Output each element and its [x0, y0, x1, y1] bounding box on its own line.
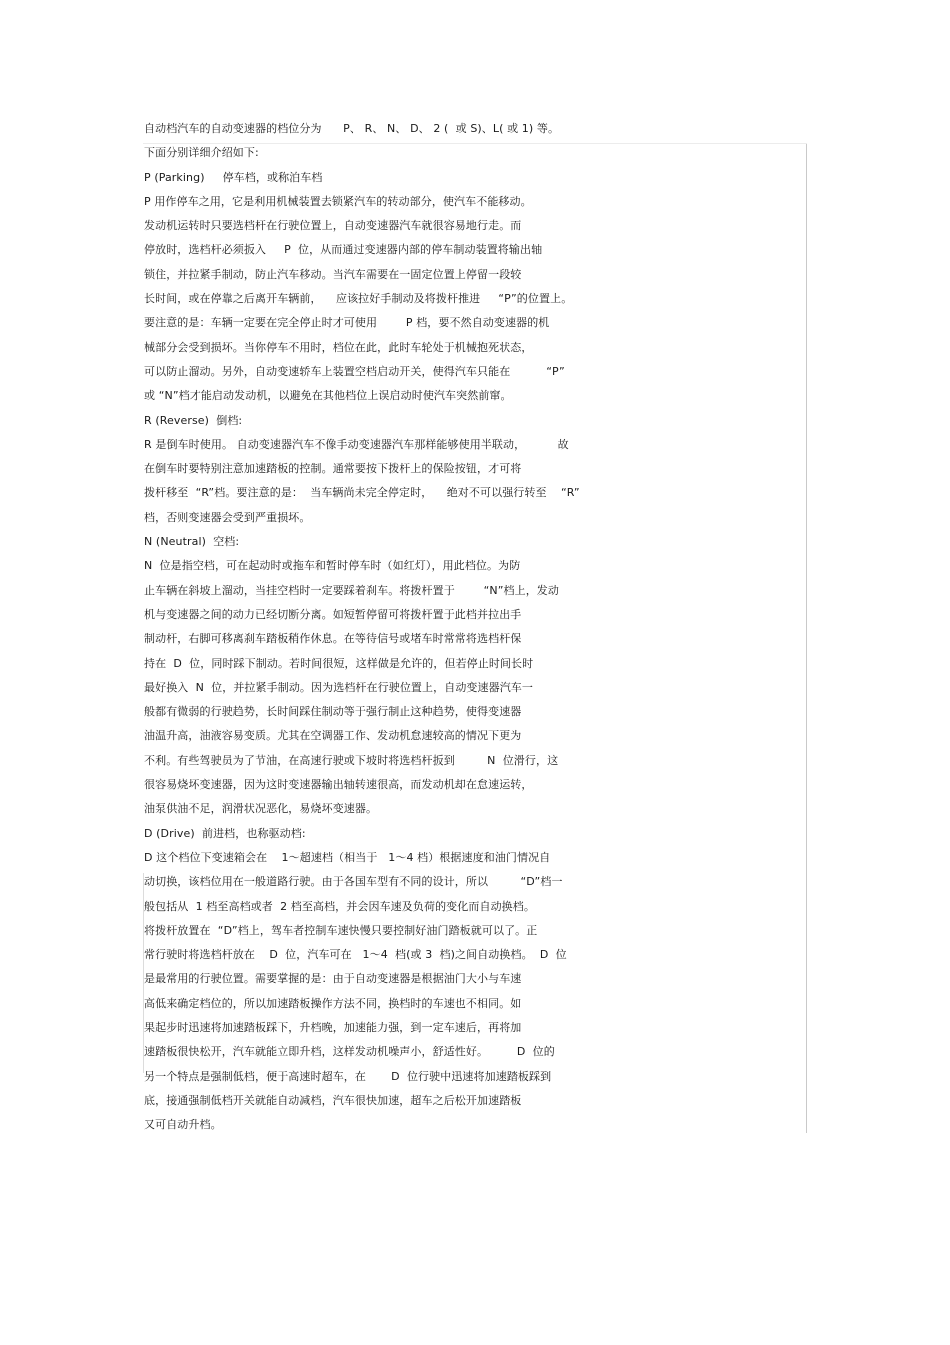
- text-line: 高低来确定档位的，所以加速踏板操作方法不同，换档时的车速也不相同。如: [144, 996, 522, 1010]
- text-line: P 用作停车之用，它是利用机械装置去锁紧汽车的转动部分，使汽车不能移动。: [144, 194, 532, 208]
- text-line: 般都有微弱的行驶趋势，长时间踩住制动等于强行制止这种趋势，使得变速器: [144, 705, 522, 719]
- text-line: 停放时，选档杆必须扳入 P 位，从而通过变速器内部的停车制动装置将输出轴: [144, 243, 543, 257]
- text-line: 制动杆，右脚可移离刹车踏板稍作休息。在等待信号或堵车时常常将选档杆保: [144, 632, 522, 646]
- text-line: 般包括从 1 档至高档或者 2 档至高档，并会因车速及负荷的变化而自动换档。: [144, 899, 535, 913]
- text-line: 又可自动升档。: [144, 1118, 222, 1132]
- text-line: 最好换入 N 位，并拉紧手制动。因为选档杆在行驶位置上，自动变速器汽车一: [144, 680, 534, 694]
- text-line: 要注意的是：车辆一定要在完全停止时才可使用 P 档，要不然自动变速器的机: [144, 316, 550, 330]
- text-line: 不利。有些驾驶员为了节油，在高速行驶或下坡时将选档杆扳到 N 位滑行，这: [144, 753, 559, 767]
- section-heading-parking: P (Parking) 停车档，或称泊车档: [144, 170, 323, 184]
- text-line: 拨杆移至 “R”档。要注意的是： 当车辆尚未完全停定时， 绝对不可以强行转至 “R”: [144, 486, 580, 500]
- text-line: 常行驶时将选档杆放在 D 位，汽车可在 1～4 档(或 3 档)之间自动换档。 D 位: [144, 948, 567, 962]
- section-heading-neutral: N (Neutral) 空档:: [144, 535, 240, 549]
- text-line: 可以防止溜动。另外，自动变速轿车上装置空档启动开关，使得汽车只能在 “P”: [144, 364, 565, 378]
- text-line: 止车辆在斜坡上溜动，当挂空档时一定要踩着刹车。将拨杆置于 “N”档上，发动: [144, 583, 559, 597]
- text-line: 动切换，该档位用在一般道路行驶。由于各国车型有不同的设计，所以 “D”档一: [144, 875, 563, 889]
- section-heading-reverse: R (Reverse) 倒档:: [144, 413, 243, 427]
- text-line: 油泵供油不足，润滑状况恶化，易烧坏变速器。: [144, 802, 378, 816]
- text-line: 速踏板很快松开，汽车就能立即升档，这样发动机噪声小，舒适性好。 D 位的: [144, 1045, 555, 1059]
- text-line: 机与变速器之间的动力已经切断分离。如短暂停留可将拨杆置于此档并拉出手: [144, 607, 522, 621]
- text-line: 是最常用的行驶位置。需要掌握的是：由于自动变速器是根据油门大小与车速: [144, 972, 522, 986]
- text-line: 长时间，或在停靠之后离开车辆前， 应该拉好手制动及将拨杆推进 “P”的位置上。: [144, 292, 573, 306]
- text-line: 在倒车时要特别注意加速踏板的控制。通常要按下拨杆上的保险按钮，才可将: [144, 462, 522, 476]
- body-text: [144, 117, 814, 1137]
- text-line: 底，接通强制低档开关就能自动减档，汽车很快加速，超车之后松开加速踏板: [144, 1093, 522, 1107]
- text-line: 械部分会受到损坏。当你停车不用时，档位在此，此时车轮处于机械抱死状态，: [144, 340, 533, 354]
- text-line: 自动档汽车的自动变速器的档位分为 P、 R、 N、 D、 2 ( 或 S)、L( 或 1) 等。: [144, 122, 560, 135]
- text-line: N 位是指空档，可在起动时或拖车和暂时停车时（如红灯），用此档位。为防: [144, 559, 521, 573]
- text-line: 持在 D 位，同时踩下制动。若时间很短，这样做是允许的，但若停止时间长时: [144, 656, 534, 670]
- text-line: 将拨杆放置在 “D”档上，驾车者控制车速快慢只要控制好油门踏板就可以了。正: [144, 923, 538, 937]
- text-line: 果起步时迅速将加速踏板踩下，升档晚，加速能力强，到一定车速后，再将加: [144, 1020, 522, 1034]
- text-line: 下面分别详细介绍如下:: [144, 146, 259, 160]
- text-line: 发动机运转时只要选档杆在行驶位置上，自动变速器汽车就很容易地行走。而: [144, 219, 522, 233]
- text-line: 档，否则变速器会受到严重损坏。: [144, 510, 311, 524]
- text-line: 很容易烧坏变速器，因为这时变速器输出轴转速很高，而发动机却在怠速运转，: [144, 778, 533, 792]
- text-line: 锁住，并拉紧手制动，防止汽车移动。当汽车需要在一固定位置上停留一段较: [144, 267, 522, 281]
- text-line: 油温升高，油液容易变质。尤其在空调器工作、发动机怠速较高的情况下更为: [144, 729, 522, 743]
- text-line: D 这个档位下变速箱会在 1～超速档（相当于 1～4 档）根据速度和油门情况自: [144, 850, 551, 864]
- text-line: R 是倒车时使用。 自动变速器汽车不像手动变速器汽车那样能够使用半联动， 故: [144, 437, 569, 451]
- text-line: 或 “N”档才能启动发动机，以避免在其他档位上误启动时使汽车突然前窜。: [144, 389, 512, 403]
- text-line: 另一个特点是强制低档，便于高速时超车，在 D 位行驶中迅速将加速踏板踩到: [144, 1069, 552, 1083]
- section-heading-drive: D (Drive) 前进档，也称驱动档:: [144, 826, 306, 840]
